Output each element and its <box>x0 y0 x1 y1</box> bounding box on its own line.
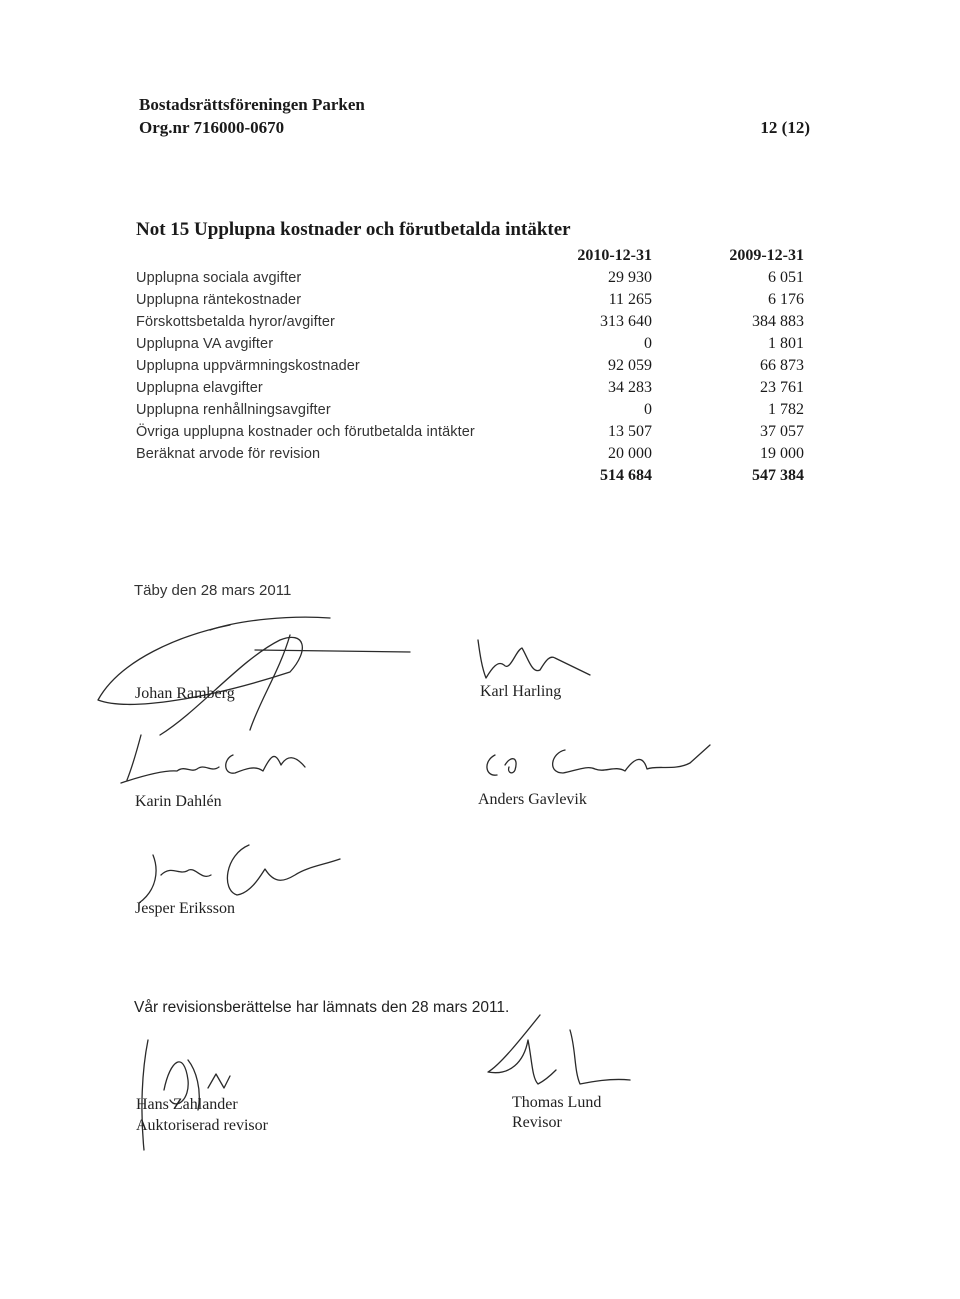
table-row <box>136 399 804 421</box>
row-value-2010: 20 000 <box>608 445 652 462</box>
row-label: Beräknat arvode för revision <box>136 446 321 462</box>
row-value-2010: 29 930 <box>608 269 652 286</box>
table-total-row <box>136 465 804 487</box>
row-value-2010: 11 265 <box>608 291 652 308</box>
row-label: Upplupna renhållningsavgifter <box>136 402 331 418</box>
row-value-2009: 23 761 <box>760 379 804 396</box>
total-label <box>136 465 532 487</box>
auditor-title: Auktoriserad revisor <box>136 1117 268 1134</box>
accruals-table <box>136 245 804 487</box>
signature-anders-gavlevik <box>475 735 725 795</box>
signatory-name: Jesper Eriksson <box>135 900 235 917</box>
signature-karl-harling <box>470 630 600 690</box>
place-date: Täby den 28 mars 2011 <box>134 582 292 599</box>
row-label: Upplupna uppvärmningskostnader <box>136 358 360 374</box>
row-value-2010: 34 283 <box>608 379 652 396</box>
column-header-2010: 2010-12-31 <box>577 247 652 264</box>
row-label: Upplupna VA avgifter <box>136 336 274 352</box>
table-row <box>136 289 804 311</box>
page-number: 12 (12) <box>760 118 810 137</box>
signature-thomas-lund <box>480 1010 640 1100</box>
auditor-name: Thomas Lund <box>512 1094 602 1111</box>
note-title: Not 15 Upplupna kostnader och förutbetalda intäkter <box>136 219 571 240</box>
signatory-name: Karl Harling <box>480 683 562 700</box>
row-value-2010: 13 507 <box>608 423 652 440</box>
row-value-2009: 1 801 <box>768 335 804 352</box>
audit-statement: Vår revisionsberättelse har lämnats den 28 mars 2011. <box>134 999 510 1016</box>
signatory-name: Johan Ramberg <box>135 685 235 702</box>
auditor-name: Hans Zahlander <box>136 1096 238 1113</box>
table-row <box>136 311 804 333</box>
row-value-2009: 37 057 <box>760 423 804 440</box>
row-label: Upplupna elavgifter <box>136 380 263 396</box>
table-row <box>136 377 804 399</box>
row-value-2010: 0 <box>644 335 652 352</box>
total-2009: 547 384 <box>752 467 804 484</box>
signatory-name: Karin Dahlén <box>135 793 222 810</box>
table-row <box>136 267 804 289</box>
row-label: Upplupna sociala avgifter <box>136 270 302 286</box>
signature-johan-ramberg <box>90 600 420 740</box>
row-label: Upplupna räntekostnader <box>136 292 302 308</box>
table-header-row <box>136 245 804 267</box>
table-row <box>136 355 804 377</box>
row-value-2009: 6 176 <box>768 291 804 308</box>
row-value-2009: 1 782 <box>768 401 804 418</box>
total-2010: 514 684 <box>600 467 652 484</box>
signature-karin-dahlen <box>115 725 315 795</box>
row-value-2010: 92 059 <box>608 357 652 374</box>
auditor-title: Revisor <box>512 1114 562 1131</box>
row-value-2009: 66 873 <box>760 357 804 374</box>
table-row <box>136 333 804 355</box>
table-row <box>136 443 804 465</box>
row-label: Övriga upplupna kostnader och förutbetalda intäkter <box>136 424 475 440</box>
row-label: Förskottsbetalda hyror/avgifter <box>136 314 335 330</box>
row-value-2009: 19 000 <box>760 445 804 462</box>
organization-number: Org.nr 716000-0670 <box>139 118 285 137</box>
row-value-2010: 0 <box>644 401 652 418</box>
signatory-name: Anders Gavlevik <box>478 791 587 808</box>
table-row <box>136 421 804 443</box>
row-value-2009: 384 883 <box>752 313 804 330</box>
row-value-2010: 313 640 <box>600 313 652 330</box>
organization-name: Bostadsrättsföreningen Parken <box>139 95 365 114</box>
row-value-2009: 6 051 <box>768 269 804 286</box>
table-header-label <box>136 245 532 267</box>
column-header-2009: 2009-12-31 <box>729 247 804 264</box>
